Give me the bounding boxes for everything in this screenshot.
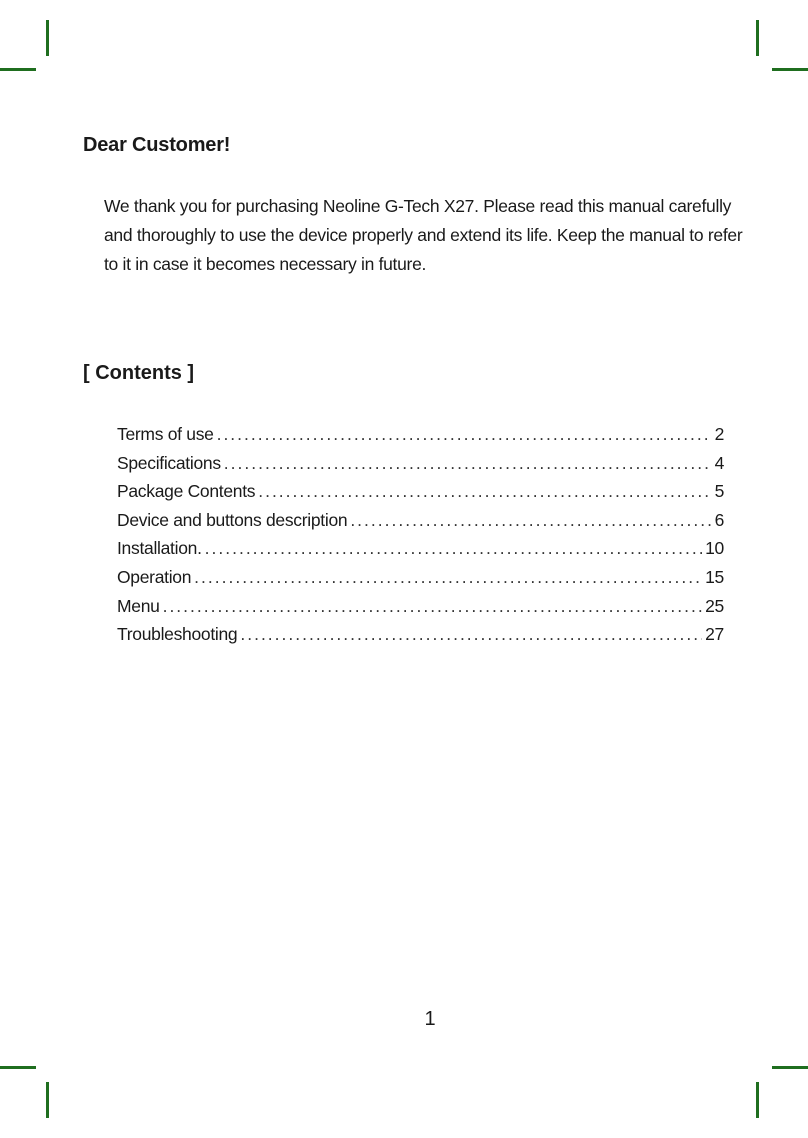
toc-entry-label: Specifications — [117, 452, 221, 473]
toc-entry-page: 2 — [714, 424, 724, 444]
toc-entry[interactable] — [117, 449, 724, 478]
crop-mark-bottom-left-horizontal — [0, 1066, 36, 1069]
crop-mark-top-left-vertical — [46, 20, 49, 56]
toc-entry-page: 27 — [705, 624, 724, 645]
toc-entry[interactable] — [117, 506, 724, 535]
toc-leader-dots — [350, 506, 711, 535]
toc-entry-page: 6 — [714, 509, 724, 530]
toc-entry[interactable] — [117, 420, 724, 449]
toc-leader-dots — [240, 620, 702, 649]
toc-entry-label: Installation. — [117, 538, 202, 559]
toc-entry-page: 5 — [714, 481, 724, 502]
toc-entry-label: Menu — [117, 595, 160, 616]
intro-paragraph: We thank you for purchasing Neoline G-Tech X27. Please read this manual carefully and thoroughly to use the device properly and extend its life. Keep the manual to refer to it in case it becomes necessary in future. — [104, 196, 743, 274]
crop-mark-top-right-vertical — [756, 20, 759, 56]
toc-entry[interactable] — [117, 534, 724, 563]
toc-leader-dots — [258, 477, 711, 506]
toc-leader-dots — [163, 592, 703, 621]
toc-entry-label: Package Contents — [117, 481, 256, 502]
toc-entry-label: Operation — [117, 566, 192, 587]
toc-entry-page: 15 — [705, 566, 724, 587]
toc-leader-dots — [194, 563, 702, 592]
toc-leader-dots — [224, 449, 712, 478]
crop-mark-top-right-horizontal — [772, 68, 808, 71]
crop-mark-bottom-right-vertical — [756, 1082, 759, 1118]
toc-entry[interactable] — [117, 620, 724, 649]
greeting-heading: Dear Customer! — [83, 134, 231, 156]
crop-mark-bottom-left-vertical — [46, 1082, 49, 1118]
crop-mark-bottom-right-horizontal — [772, 1066, 808, 1069]
toc-entry-page: 4 — [714, 452, 724, 473]
toc-entry[interactable] — [117, 477, 724, 506]
toc-entry[interactable] — [117, 563, 724, 592]
toc-leader-dots — [217, 420, 712, 449]
crop-mark-top-left-horizontal — [0, 68, 36, 71]
toc-entry-label: Device and buttons description — [117, 509, 348, 530]
toc-entry-page: 25 — [705, 595, 724, 616]
toc-entry-page: 10 — [705, 538, 724, 559]
toc-entry[interactable] — [117, 592, 724, 621]
toc-leader-dots — [205, 534, 702, 563]
page-number: 1 — [424, 1008, 436, 1030]
toc-entry-label: Troubleshooting — [117, 624, 238, 645]
toc-entry-label: Terms of use — [117, 424, 214, 444]
table-of-contents — [117, 420, 724, 649]
contents-heading: [ Contents ] — [83, 362, 195, 384]
